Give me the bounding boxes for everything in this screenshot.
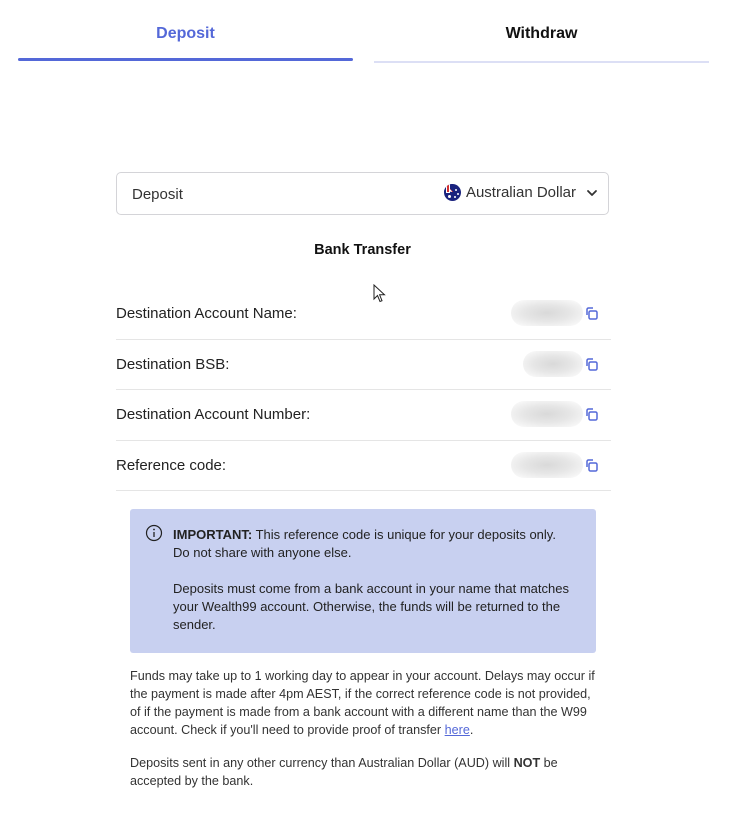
section-title: Bank Transfer [314, 242, 411, 258]
footer-text-end: be accepted by the bank. [130, 756, 558, 788]
detail-label: Destination BSB: [116, 355, 230, 373]
mouse-cursor-icon [373, 284, 387, 304]
info-icon [145, 524, 163, 542]
copy-icon[interactable] [584, 407, 599, 422]
selected-currency: Australian Dollar [465, 184, 576, 201]
detail-row-bsb [116, 340, 611, 391]
important-label: IMPORTANT: [173, 527, 253, 542]
detail-row-account-number [116, 390, 611, 441]
bank-details-list [116, 289, 611, 491]
copy-icon[interactable] [584, 306, 599, 321]
redacted-value [511, 300, 583, 326]
tab-withdraw[interactable] [374, 0, 709, 64]
footer-bold-not: NOT [513, 756, 541, 770]
tab-withdraw-label: Withdraw [505, 25, 578, 42]
proof-of-transfer-link[interactable]: here [444, 723, 470, 737]
copy-icon[interactable] [584, 458, 599, 473]
currency-select-label: Deposit [132, 186, 183, 203]
redacted-value [523, 351, 583, 377]
australia-flag-icon [444, 184, 461, 201]
tab-deposit[interactable] [18, 0, 353, 64]
important-text: This reference code is unique for your deposits only. Do not share with anyone else. [173, 527, 556, 560]
tab-deposit-label: Deposit [156, 25, 215, 42]
detail-row-account-name [116, 289, 611, 340]
redacted-value [511, 452, 583, 478]
copy-icon[interactable] [584, 357, 599, 372]
footer-info [130, 667, 600, 790]
footer-paragraph-1 [130, 667, 600, 739]
notice-paragraph-1 [173, 526, 576, 562]
tab-withdraw-indicator [374, 61, 709, 63]
tab-bar [18, 0, 709, 64]
important-notice [130, 509, 596, 653]
notice-paragraph-2: Deposits must come from a bank account in your name that matches your Wealth99 account. Otherwise, the funds will be returned to the sender. [173, 581, 569, 632]
detail-label: Destination Account Name: [116, 305, 297, 322]
detail-label: Reference code: [116, 456, 227, 474]
detail-label: Destination Account Number: [116, 406, 311, 423]
tab-deposit-active-indicator [18, 58, 353, 61]
redacted-value [511, 401, 583, 427]
footer-text: Deposits sent in any other currency than Australian Dollar (AUD) will [130, 756, 514, 770]
currency-select-value [444, 184, 599, 201]
footer-paragraph-2 [130, 754, 600, 790]
detail-row-reference-code [116, 441, 611, 492]
footer-text: Funds may take up to 1 working day to appear in your account. Delays may occur if the payment is made after 4pm AEST, if the correct reference code is not provided, of if the payment is made from a bank account with a different name than the W99 account. Check if you'll need to provide proof of transfer [130, 669, 595, 737]
currency-select[interactable] [116, 172, 609, 215]
chevron-down-icon [585, 186, 599, 200]
footer-text-end: . [469, 723, 474, 737]
